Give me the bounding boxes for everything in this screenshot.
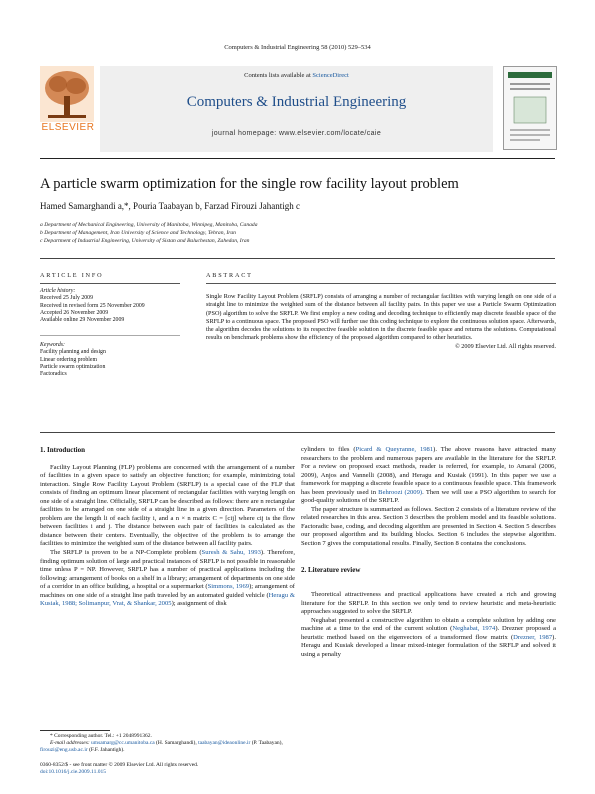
intro-paragraph-3 [301, 446, 556, 506]
header-rule [40, 158, 555, 159]
text-run: ). Heragu and Kusiak developed a linear mixed-integer formulation of the SRFLP and solved it using a penalty [301, 633, 556, 658]
left-column [40, 446, 295, 609]
abstract-heading: ABSTRACT [206, 272, 253, 279]
journal-cover-thumbnail [503, 66, 557, 150]
history-received: Received 25 July 2009 [40, 295, 93, 302]
citation-link[interactable]: Heragu & Kusiak, 1988; Solimanpur, Vrat, & Shankar, 2005 [40, 591, 295, 608]
text-run: ). Therefore, finding optimum solution of large and practical instances of SRFLP is not possible in reasonable time unless P = NP. However, SRFLP has a number of practical applications including the following: arrangement of books on a shelf in a library; arrangement of departments on one side of a corridor in an office building, a hospital or a supermarket ( [40, 549, 295, 591]
contents-availability [100, 72, 493, 79]
citation-link[interactable]: Suresh & Sahu, 1993 [201, 549, 261, 557]
citation-link[interactable]: Behroozi (2009) [378, 488, 423, 496]
footnote-rule [40, 730, 110, 731]
keyword-item: Linear ordering problem [40, 356, 97, 363]
footnote [40, 733, 295, 754]
abstract-copyright: © 2009 Elsevier Ltd. All rights reserved. [455, 342, 556, 350]
text-run: . Then we will use a PSO algorithm to search for good-quality solutions of the SRFLP. [301, 488, 556, 505]
abstract-text: Single Row Facility Layout Problem (SRFLP) consists of arranging a number of rectangular facilities with varying length on one side of a straight line to minimize the weighted sum of the distance between all facility pairs. In this paper we use a Particle Swarm Optimization (PSO) algorithm to solve the SRFLP. We first employ a new coding and decoding technique to efficiently map discrete feasible space of the SRFLP to a continuous space. The proposed PSO will further use this coding technique to explore the continuous solution space. Afterwards, the algorithm decodes the solutions to its respective feasible solution in the discrete feasible space and returns the solutions. Computational results on benchmark problems show the efficiency of the proposed algorithm compared to other heuristics. [206, 293, 556, 342]
citation-link[interactable]: Simmons, 1969 [207, 583, 250, 591]
history-revised: Received in revised form 25 November 2009 [40, 302, 145, 309]
contents-prefix: Contents lists available at [244, 72, 313, 79]
email-link[interactable]: taabayan@ideaonline.ir [198, 740, 251, 746]
issn-line: 0360-8352/$ - see front matter © 2009 Elsevier Ltd. All rights reserved. [40, 762, 199, 768]
history-online: Available online 29 November 2009 [40, 317, 125, 324]
keyword-item: Factoradics [40, 371, 67, 378]
text-run: ). The above reasons have attracted many researchers to the problem and numerous papers are available in the literature for the SRFLP. For a review on proposed exact methods, reader is referred, for example, to Amaral (2006, 2009), Anjos and Vannelli (2008), and Heragu and Kusiak (1991). In this paper we use a framework for mapping a discrete feasible space to a continuous feasible space. This framework has been previously used in [301, 446, 556, 496]
email-link[interactable]: firouzi@eng.usb.ac.ir [40, 747, 88, 753]
text-run: cylinders to files ( [301, 446, 356, 453]
text-run: ); assignment of disk [171, 600, 227, 608]
lit-paragraph-2 [301, 617, 556, 660]
email-addresses [40, 740, 295, 754]
lit-paragraph-1: Theoretical attractiveness and practical applications have created a rich and growing literature for the SRFLP. In this section we only tend to review heuristic and meta-heuristic approaches suggested to solve the SRFLP. [301, 591, 556, 616]
text-run: The SRFLP is proven to be a NP-Complete problem ( [50, 549, 202, 557]
affiliation-a: a Department of Mechanical Engineering, University of Manitoba, Winnipeg, Manitoba, Canada [40, 222, 258, 228]
intro-paragraph-2 [40, 549, 295, 609]
section-1-title: 1. Introduction [40, 446, 85, 454]
intro-paragraph-1: Facility Layout Planning (FLP) problems are concerned with the arrangement of a number of facilities in a given space to satisfy an objective function; for example, minimizing total interaction. Single Row Facility Layout Problem (SRFLP) is a special case of the FLP that consists of finding an optimum linear placement of rectangular facilities with varying length on one side of a straight line. Officially, SRFLP can be described as follows: there are n rectangular facilities to be arranged on one side of a straight line in a given direction. Parameters of the problem are the length li of each facility i, and a n × n matrix C = [cij] where cij is the flow between facilities i and j. The distance between each pair of facilities is calculated as the distance between their centers. Eventually, the objective of the problem is to arrange the facilities to minimize the weighted sum of the distance between all facility pairs. [40, 463, 295, 548]
citation-link[interactable]: Drezner, 1987 [513, 633, 553, 641]
journal-title: Computers & Industrial Engineering [186, 94, 407, 110]
email-label: E-mail addresses: [50, 740, 92, 746]
text-run: Neghabat presented a constructive algorithm to obtain a complete solution by adding one machine at a time to the end of the current solution ( [301, 616, 556, 633]
keywords-rule [40, 335, 180, 336]
article-history [40, 288, 180, 324]
keywords-block [40, 342, 180, 378]
author-list: Hamed Samarghandi a,*, Pouria Taabayan b, Farzad Firouzi Jahantigh c [40, 201, 300, 211]
sciencedirect-link[interactable]: ScienceDirect [312, 72, 349, 79]
article-info-heading: ARTICLE INFO [40, 272, 104, 279]
email-owner: (H. Samarghandi), [154, 740, 199, 746]
keyword-item: Particle swarm optimization [40, 363, 106, 370]
intro-paragraph-4: The paper structure is summarized as follows. Section 2 consists of a literature review of the related researches in this area. Section 3 describes the problem model and its feasible solutions. Factoradic base, coding, and decoding algorithm are presented in Section 4. Section 5 describes our proposed algorithm and its building blocks. Section 6 includes the stepwise algorithm. Section 7 gives the computational results. Finally, Section 8 contains the conclusions. [301, 505, 556, 548]
citation-link[interactable]: Picard & Queyranne, 1981 [355, 446, 434, 453]
affiliation-c: c Department of Industrial Engineering, University of Sistan and Baluchestan, Zahedan, Iran [40, 238, 250, 244]
citation-link[interactable]: Neghabat, 1974 [452, 625, 496, 633]
info-rule [40, 283, 180, 284]
doi-link[interactable]: doi:10.1016/j.cie.2009.11.015 [40, 769, 106, 775]
keyword-item: Facility planning and design [40, 349, 106, 356]
info-top-rule [40, 258, 555, 259]
abstract-body [206, 293, 556, 351]
text-run: ); arrangement of machines on one side of a straight line path traveled by an automated guided vehicle ( [40, 583, 295, 599]
publisher-wordmark: ELSEVIER [41, 122, 95, 133]
history-accepted: Accepted 26 November 2009 [40, 309, 109, 316]
running-header: Computers & Industrial Engineering 58 (2010) 529–534 [224, 44, 371, 51]
text-run: ). Drezner proposed a heuristic method based on the eigenvectors of a transformed flow matrix ( [301, 625, 557, 641]
body-top-rule [40, 432, 555, 433]
email-owner: (F.F. Jahantigh). [87, 747, 125, 753]
journal-homepage[interactable]: journal homepage: www.elsevier.com/locate/caie [211, 130, 382, 137]
email-link[interactable]: umsamarg@cc.umanitoba.ca [91, 740, 155, 746]
elsevier-tree-logo [40, 66, 94, 122]
abstract-rule [206, 283, 556, 284]
right-column [301, 446, 556, 659]
corresponding-author: * Corresponding author. Tel.: +1 2048991362. [50, 733, 152, 739]
section-2-title: 2. Literature review [301, 565, 361, 574]
history-label: Article history: [40, 288, 76, 294]
front-matter-info [40, 762, 295, 776]
email-owner: (P. Taabayan), [250, 740, 283, 746]
keywords-label: Keywords: [40, 342, 65, 348]
article-title: A particle swarm optimization for the single row facility layout problem [40, 176, 459, 192]
affiliation-b: b Department of Management, Iran University of Science and Technology, Tehran, Iran [40, 230, 236, 236]
